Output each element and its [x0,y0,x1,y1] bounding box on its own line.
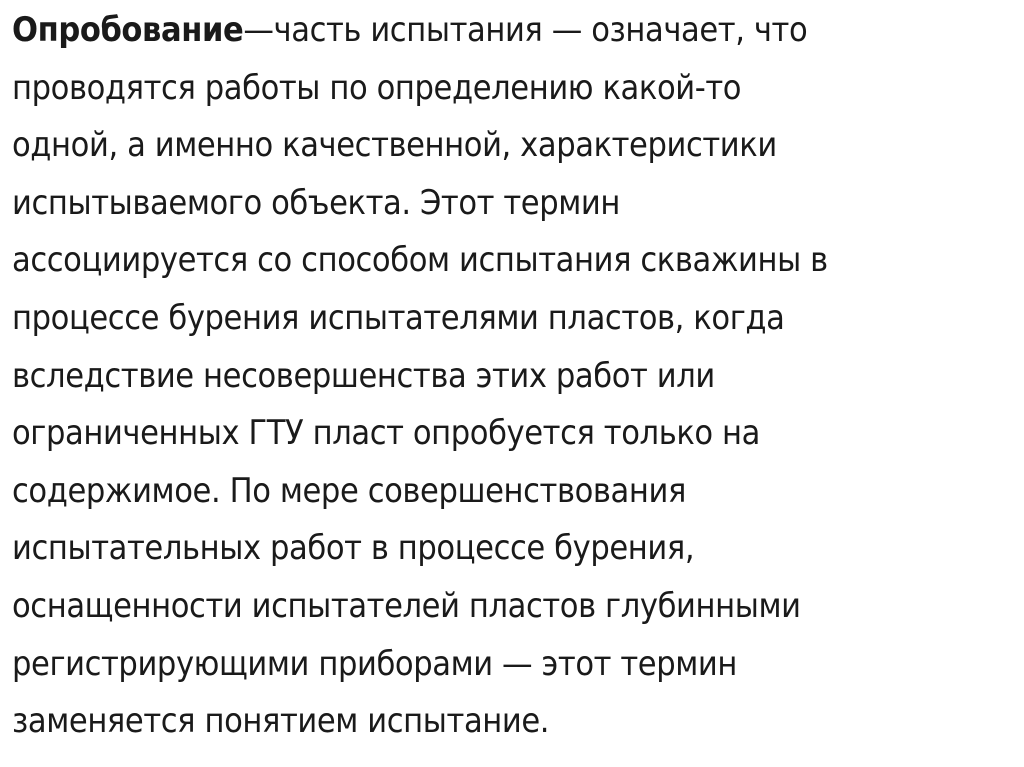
text-line-1 [12,2,1012,60]
text-line-11: оснащенности испытателей пластов глубинными [12,585,801,626]
term-heading: Опробование [12,10,244,50]
text-line-10: испытательных работ в процессе бурения, [12,528,695,569]
text-line-5: ассоциируется со способом испытания скважины в [12,240,828,281]
text-line-13: заменяется понятием испытание. [12,701,550,742]
text-line-8: ограниченных ГТУ пласт опробуется только на [12,413,760,454]
text-line-7: вследствие несовершенства этих работ или [12,355,715,396]
text-line-4: испытываемого объекта. Этот термин [12,182,620,223]
definition-paragraph [12,2,1012,751]
text-line-12: регистрирующими приборами — этот термин [12,643,737,684]
text-line-2: проводятся работы по определению какой-то [12,67,742,108]
text-line-3: одной, а именно качественной, характеристики [12,125,777,166]
text-line-6: процессе бурения испытателями пластов, когда [12,297,785,338]
text-line-1-rest: —часть испытания — означает, что [243,10,808,50]
text-line-9: содержимое. По мере совершенствования [12,470,686,511]
